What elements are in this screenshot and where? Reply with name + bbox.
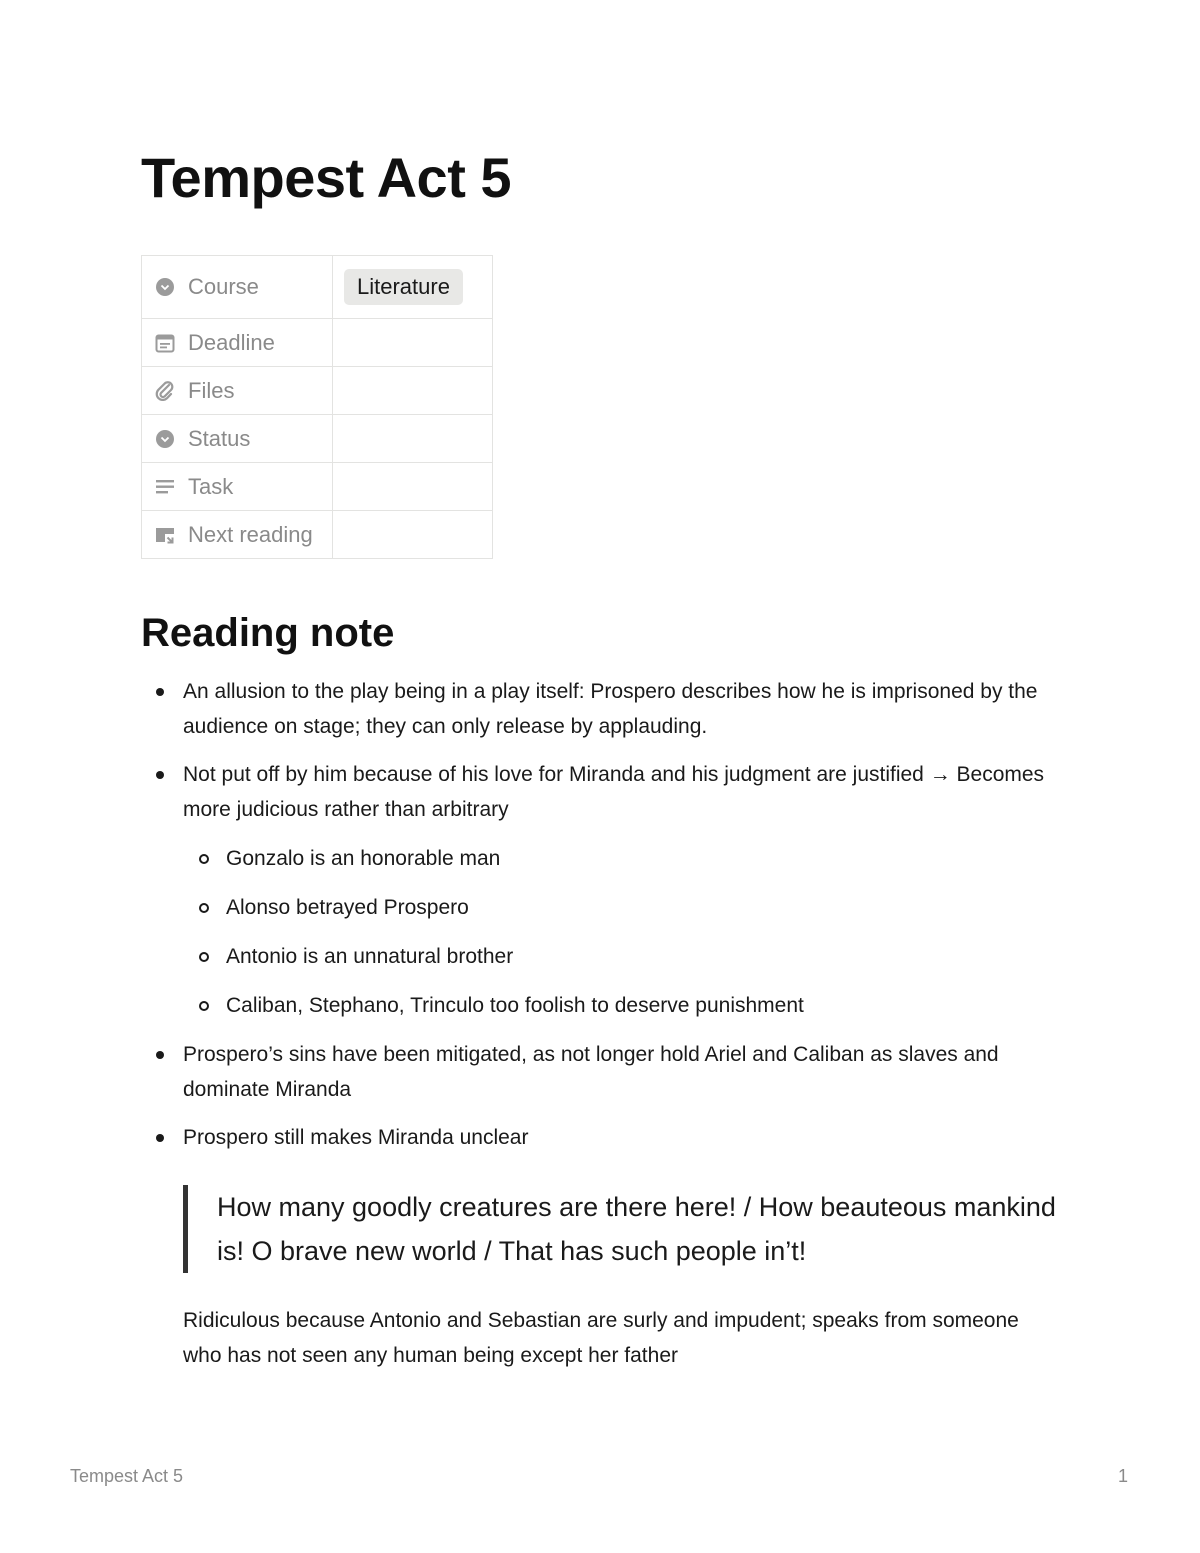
property-row-task — [142, 463, 493, 511]
property-row-files — [142, 367, 493, 415]
property-value-cell[interactable] — [333, 511, 493, 559]
list-item — [141, 757, 1061, 1023]
property-label: Status — [188, 425, 251, 451]
page-number: 1 — [1118, 1466, 1129, 1486]
property-name-cell[interactable] — [142, 367, 333, 415]
paperclip-icon — [155, 381, 175, 401]
property-row-next-reading — [142, 511, 493, 559]
property-name-cell[interactable] — [142, 256, 333, 319]
property-label: Deadline — [188, 329, 275, 355]
page-title: Tempest Act 5 — [141, 146, 512, 209]
property-value-cell[interactable] — [333, 463, 493, 511]
property-value-cell[interactable] — [333, 415, 493, 463]
course-tag[interactable]: Literature — [344, 269, 463, 305]
block-quote: How many goodly creatures are there here! / How beauteous mankind is! O brave new world / That has such people in’t! — [183, 1185, 1061, 1273]
sub-list-item: Antonio is an unnatural brother — [183, 939, 1061, 974]
sub-list-item: Gonzalo is an honorable man — [183, 841, 1061, 876]
sub-bullet-list — [183, 841, 1061, 1023]
list-item: Prospero still makes Miranda unclear — [141, 1120, 1061, 1155]
select-icon — [155, 277, 175, 297]
property-row-deadline — [142, 319, 493, 367]
section-heading: Reading note — [141, 611, 395, 655]
property-value-cell[interactable] — [333, 367, 493, 415]
property-row-course — [142, 256, 493, 319]
sub-list-item: Alonso betrayed Prospero — [183, 890, 1061, 925]
paragraph: Ridiculous because Antonio and Sebastian are surly and impudent; speaks from someone who has not seen any human being except her father — [183, 1309, 1019, 1367]
list-item: An allusion to the play being in a play itself: Prospero describes how he is imprisoned by the audience on stage; they can only release by applauding. — [141, 674, 1061, 744]
bullet-list — [141, 674, 1061, 1155]
footer-title: Tempest Act 5 — [70, 1466, 184, 1486]
property-name-cell[interactable] — [142, 415, 333, 463]
reading-note-content — [141, 674, 1061, 1373]
property-value-cell[interactable] — [333, 319, 493, 367]
property-value-cell[interactable] — [333, 256, 493, 319]
property-label: Files — [188, 377, 235, 403]
properties-table — [141, 255, 493, 559]
property-name-cell[interactable] — [142, 319, 333, 367]
list-item-text: Not put off by him because of his love for Miranda and his judgment are justified → Becomes more judicious rather than arbitrary — [183, 763, 1045, 821]
list-item: Prospero’s sins have been mitigated, as not longer hold Ariel and Caliban as slaves and dominate Miranda — [141, 1037, 1061, 1107]
sub-list-item: Caliban, Stephano, Trinculo too foolish to deserve punishment — [183, 988, 1061, 1023]
property-label: Course — [188, 274, 259, 299]
property-name-cell[interactable] — [142, 511, 333, 559]
calendar-icon — [155, 333, 175, 353]
select-icon — [155, 429, 175, 449]
relation-icon — [155, 525, 175, 545]
text-lines-icon — [155, 477, 175, 497]
property-row-status — [142, 415, 493, 463]
property-label: Next reading — [188, 521, 313, 547]
property-name-cell[interactable] — [142, 463, 333, 511]
property-label: Task — [188, 473, 234, 499]
